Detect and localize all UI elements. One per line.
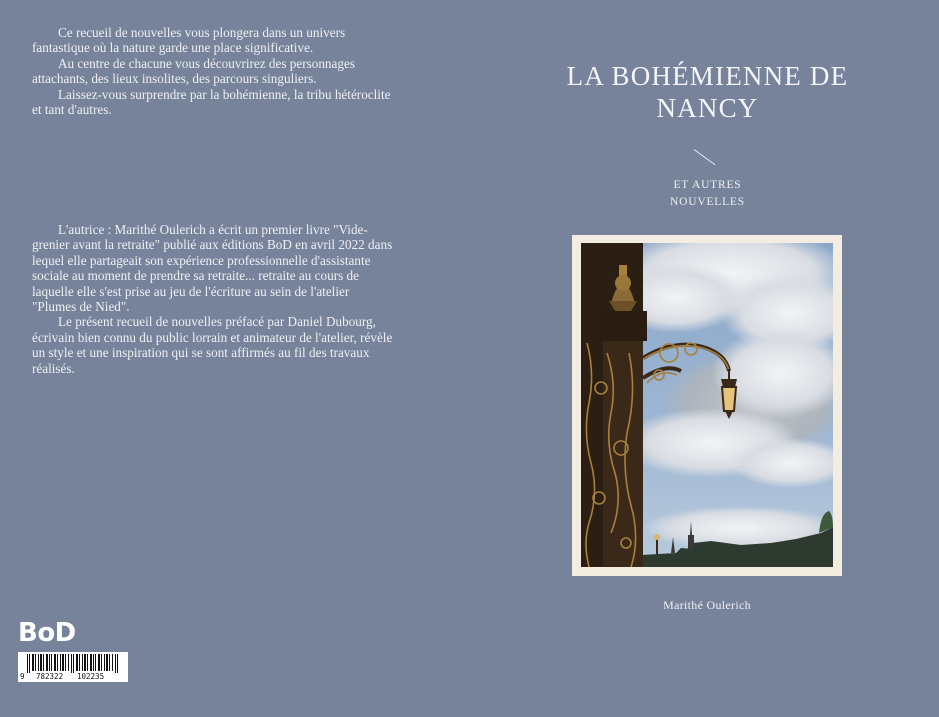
blurb-paragraph: Ce recueil de nouvelles vous plongera dans un univers fantastique où la nature garde une place significative. — [32, 25, 346, 56]
bio-paragraph: L'autrice : Marithé Oulerich a écrit un premier livre "Vide-grenier avant la retraite" publié aux éditions BoD en avril 2022 dans lequel elle partageait son expérience professionnelle d'assistante sociale au moment de prendre sa retraite... retraite au cours de laquelle elle s'est prise au jeu de l'écriture au sein de l'atelier "Plumes de Nied". — [32, 222, 393, 315]
isbn-barcode — [18, 652, 128, 682]
subtitle-line-2: NOUVELLES — [670, 195, 745, 208]
bio-paragraph: Le présent recueil de nouvelles préfacé par Daniel Dubourg, écrivain bien connu du public lorrain et animateur de l'atelier, révèle un style et une inspiration qui se sont affirmés au fil des travaux réalisés. — [32, 314, 393, 376]
cover-author-name: Marithé Oulerich — [663, 598, 751, 612]
book-subtitle — [630, 177, 785, 210]
front-cover — [470, 0, 939, 688]
diagonal-slash-icon — [694, 149, 716, 165]
back-cover — [0, 0, 470, 688]
cover-photo-frame — [572, 235, 842, 576]
title-line-1: LA BOHÉMIENNE DE — [566, 61, 849, 91]
isbn-group-right: 102235 — [77, 672, 105, 681]
publisher-logo: BoD — [18, 618, 76, 648]
title-line-2: NANCY — [656, 93, 759, 123]
blurb-paragraph: Au centre de chacune vous découvrirez des personnages attachants, des lieux insolites, des parcours singuliers. — [32, 55, 355, 87]
blurb-paragraph: Laissez-vous surprendre par la bohémienne, la tribu hétéroclite et tant d'autres. — [32, 86, 391, 118]
book-title — [530, 60, 885, 124]
author-biography — [32, 222, 394, 376]
isbn-digits — [18, 672, 128, 717]
isbn-prefix: 9 — [20, 672, 25, 681]
cover-photo-gate-lamp-icon — [581, 243, 833, 567]
subtitle-line-1: ET AUTRES — [673, 179, 742, 191]
back-cover-blurb — [32, 25, 394, 117]
barcode-bars-icon — [18, 652, 128, 674]
isbn-group-left: 782322 — [36, 672, 64, 681]
